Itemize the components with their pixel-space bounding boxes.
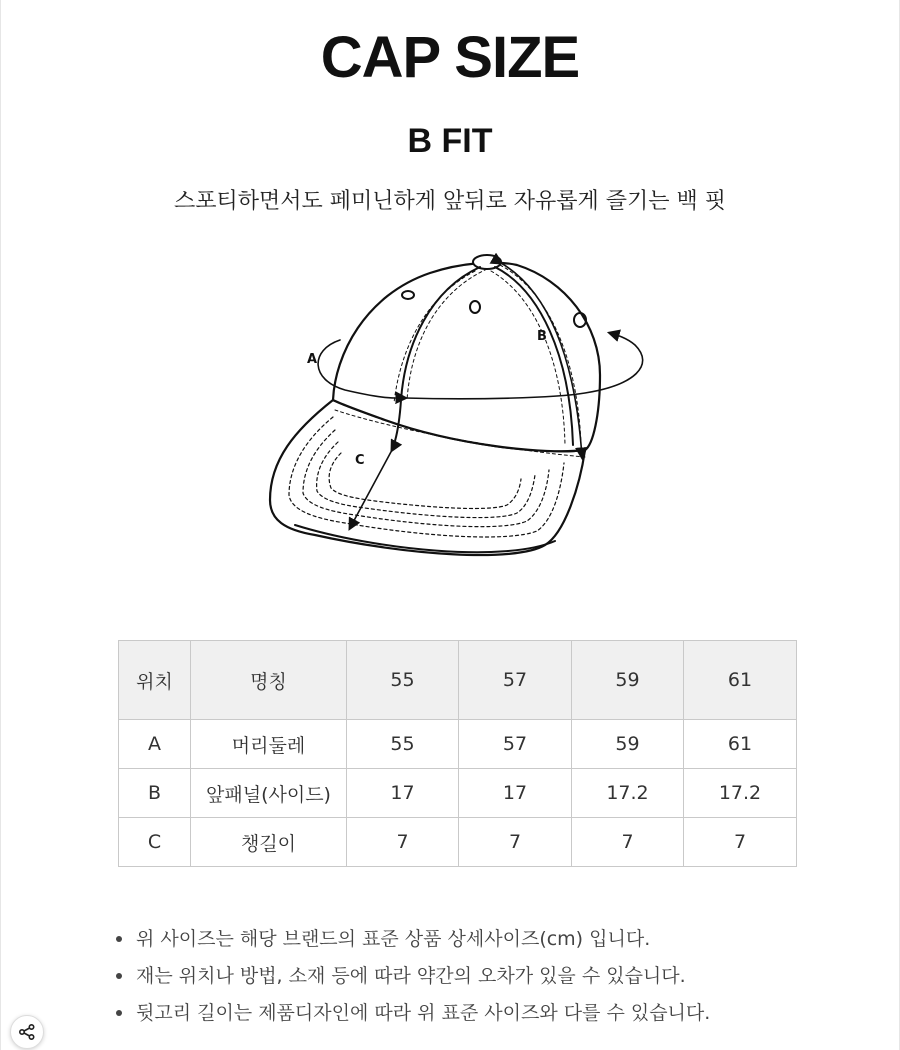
header-size-59: 59 [572, 641, 684, 720]
table-cell: A [119, 720, 191, 769]
table-row [119, 818, 797, 867]
note-text: 위 사이즈는 해당 브랜드의 표준 상품 상세사이즈(cm) 입니다. [136, 927, 651, 950]
table-cell: 앞패널(사이드) [191, 769, 347, 818]
fit-description: 스포티하면서도 페미닌하게 앞뒤로 자유롭게 즐기는 백 핏 [173, 189, 726, 214]
header-size-61: 61 [684, 641, 797, 720]
table-cell: 17 [459, 769, 572, 818]
header-size-55: 55 [347, 641, 459, 720]
list-item [112, 994, 710, 1031]
bullet-icon [116, 1010, 122, 1016]
table-cell: 7 [684, 818, 797, 867]
size-table [118, 640, 797, 867]
size-notes [112, 920, 710, 1031]
header-name: 명칭 [191, 641, 347, 720]
table-cell: 17.2 [572, 769, 684, 818]
table-cell: 7 [347, 818, 459, 867]
table-cell: 57 [459, 720, 572, 769]
diagram-label-a: A [307, 352, 318, 367]
cap-diagram [255, 245, 655, 575]
list-item [112, 920, 710, 957]
page-title: CAP SIZE [320, 25, 580, 90]
bullet-icon [116, 973, 122, 979]
header-position: 위치 [119, 641, 191, 720]
list-item [112, 957, 710, 994]
fit-name: B FIT [407, 122, 493, 160]
table-cell: 55 [347, 720, 459, 769]
table-cell: 17 [347, 769, 459, 818]
header-size-57: 57 [459, 641, 572, 720]
table-cell: C [119, 818, 191, 867]
table-cell: 59 [572, 720, 684, 769]
table-cell: 61 [684, 720, 797, 769]
table-cell: 챙길이 [191, 818, 347, 867]
table-header-row [119, 641, 797, 720]
table-cell: B [119, 769, 191, 818]
note-text: 뒷고리 길이는 제품디자인에 따라 위 표준 사이즈와 다를 수 있습니다. [136, 1001, 711, 1024]
diagram-label-c: C [355, 453, 365, 468]
table-cell: 7 [459, 818, 572, 867]
table-row [119, 769, 797, 818]
share-button[interactable] [10, 1015, 44, 1049]
share-icon [18, 1023, 36, 1041]
table-row [119, 720, 797, 769]
table-cell: 7 [572, 818, 684, 867]
note-text: 재는 위치나 방법, 소재 등에 따라 약간의 오차가 있을 수 있습니다. [136, 964, 686, 987]
bullet-icon [116, 936, 122, 942]
diagram-label-b: B [537, 329, 547, 344]
table-cell: 17.2 [684, 769, 797, 818]
table-cell: 머리둘레 [191, 720, 347, 769]
